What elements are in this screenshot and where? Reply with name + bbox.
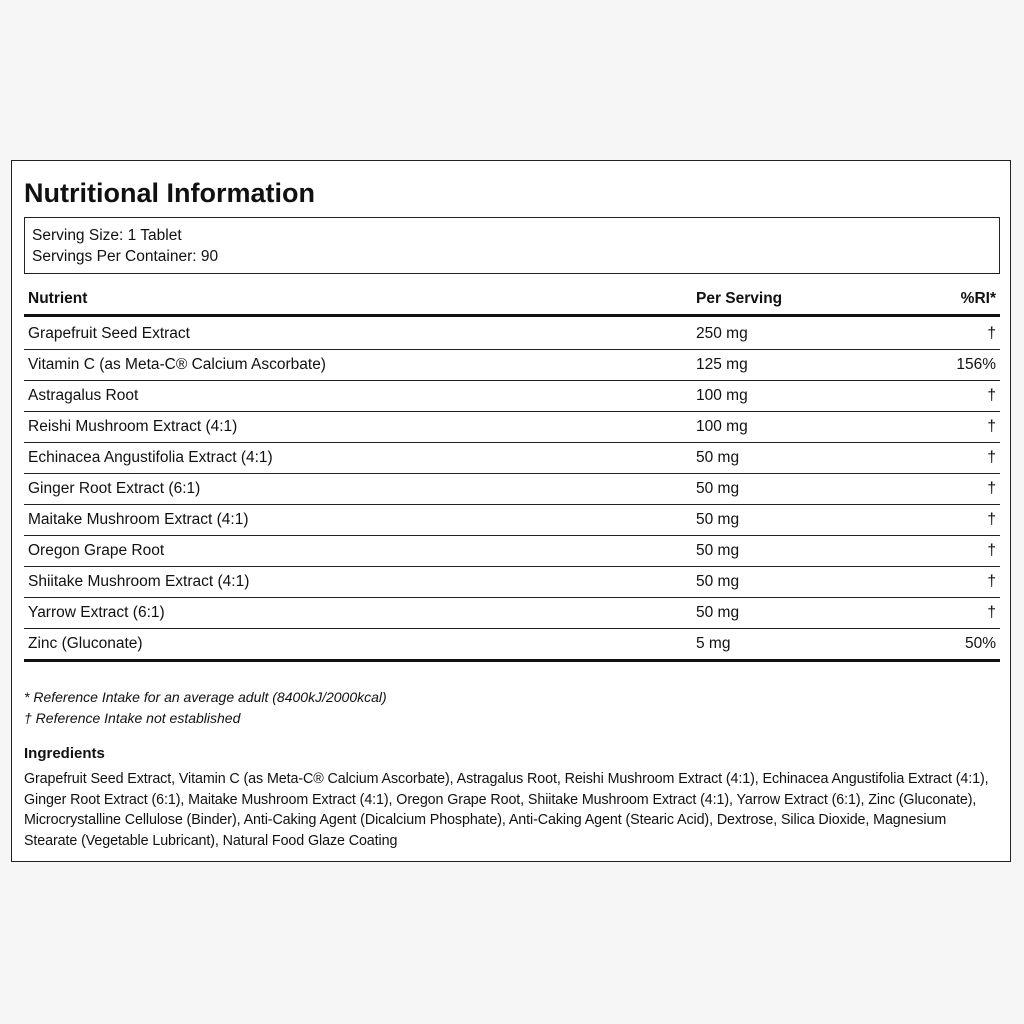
table-row <box>24 505 1000 536</box>
table-header-row <box>24 284 1000 316</box>
nutrient-name: Oregon Grape Root <box>24 536 692 567</box>
table-row <box>24 381 1000 412</box>
nutrient-amount: 50 mg <box>692 567 910 598</box>
table-row <box>24 629 1000 661</box>
nutrient-amount: 50 mg <box>692 598 910 629</box>
nutrient-ri: † <box>910 316 1000 350</box>
header-per-serving: Per Serving <box>692 284 910 316</box>
ingredients-title: Ingredients <box>24 745 105 762</box>
nutrient-amount: 5 mg <box>692 629 910 661</box>
footnote-reference-intake: * Reference Intake for an average adult (8400kJ/2000kcal) <box>24 689 387 705</box>
nutrient-ri: 156% <box>910 350 1000 381</box>
table-row <box>24 567 1000 598</box>
page-title: Nutritional Information <box>24 178 315 208</box>
header-nutrient: Nutrient <box>24 284 692 316</box>
nutrient-name: Zinc (Gluconate) <box>24 629 692 661</box>
table-row <box>24 474 1000 505</box>
nutrient-name: Echinacea Angustifolia Extract (4:1) <box>24 443 692 474</box>
nutrient-name: Maitake Mushroom Extract (4:1) <box>24 505 692 536</box>
nutrient-amount: 50 mg <box>692 505 910 536</box>
ingredients-text: Grapefruit Seed Extract, Vitamin C (as Meta-C® Calcium Ascorbate), Astragalus Root, Reishi Mushroom Extract (4:1), Echinacea Angustifolia Extract (4:1), Ginger Root Extract (6:1), Maitake Mushroom Extract (4:1), Oregon Grape Root, Shiitake Mushroom Extract (4:1), Yarrow Extract (6:1), Zinc (Gluconate), Microcrystalline Cellulose (Binder), Anti-Caking Agent (Dicalcium Phosphate), Anti-Caking Agent (Stearic Acid), Dextrose, Silica Dioxide, Magnesium Stearate (Vegetable Lubricant), Natural Food Glaze Coating <box>24 771 989 849</box>
header-ri: %RI* <box>910 284 1000 316</box>
serving-size: Serving Size: 1 Tablet <box>32 227 182 244</box>
nutrient-amount: 50 mg <box>692 536 910 567</box>
nutrient-ri: † <box>910 536 1000 567</box>
nutrient-amount: 250 mg <box>692 316 910 350</box>
nutrient-name: Astragalus Root <box>24 381 692 412</box>
nutrient-name: Vitamin C (as Meta-C® Calcium Ascorbate) <box>24 350 692 381</box>
table-row <box>24 316 1000 350</box>
nutrient-ri: † <box>910 412 1000 443</box>
footnote-not-established: † Reference Intake not established <box>24 710 241 726</box>
nutrient-ri: † <box>910 598 1000 629</box>
nutrient-ri: † <box>910 567 1000 598</box>
table-row <box>24 536 1000 567</box>
nutrient-amount: 125 mg <box>692 350 910 381</box>
nutrient-name: Shiitake Mushroom Extract (4:1) <box>24 567 692 598</box>
nutrient-name: Grapefruit Seed Extract <box>24 316 692 350</box>
nutrient-name: Reishi Mushroom Extract (4:1) <box>24 412 692 443</box>
footnotes <box>24 687 387 729</box>
nutrient-amount: 50 mg <box>692 443 910 474</box>
nutrient-ri: † <box>910 381 1000 412</box>
nutrient-amount: 50 mg <box>692 474 910 505</box>
table-row <box>24 598 1000 629</box>
nutrient-ri: † <box>910 505 1000 536</box>
nutrient-ri: † <box>910 474 1000 505</box>
table-row <box>24 350 1000 381</box>
nutrient-amount: 100 mg <box>692 381 910 412</box>
nutrition-panel <box>11 160 1011 862</box>
nutrient-table <box>24 284 1000 662</box>
nutrient-amount: 100 mg <box>692 412 910 443</box>
servings-per-container: Servings Per Container: 90 <box>32 248 219 265</box>
table-row <box>24 412 1000 443</box>
nutrient-ri: † <box>910 443 1000 474</box>
nutrient-name: Yarrow Extract (6:1) <box>24 598 692 629</box>
table-row <box>24 443 1000 474</box>
nutrient-name: Ginger Root Extract (6:1) <box>24 474 692 505</box>
serving-info-box <box>24 217 1000 274</box>
nutrient-ri: 50% <box>910 629 1000 661</box>
